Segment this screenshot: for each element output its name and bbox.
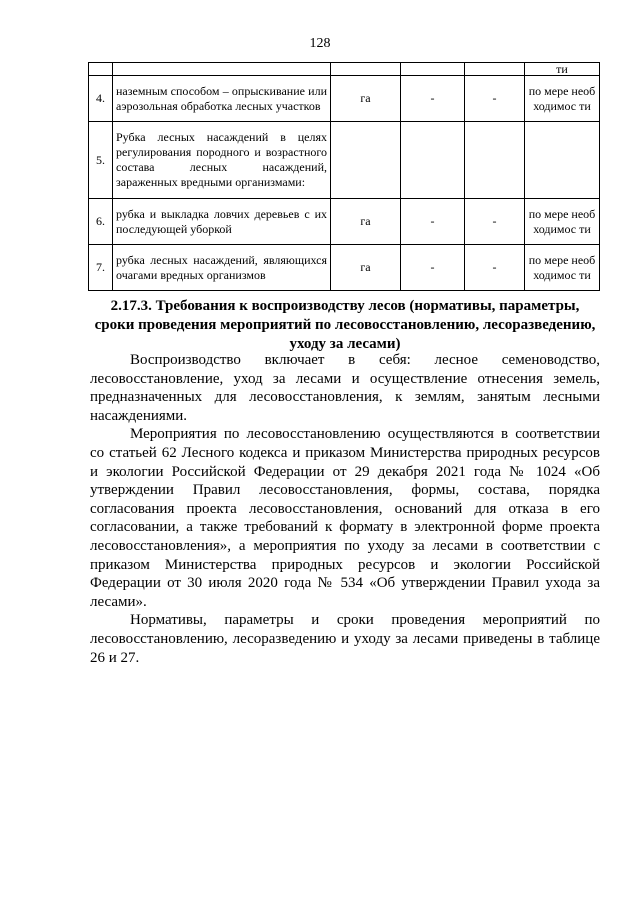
row-description: [113, 63, 331, 76]
row-description: наземным способом – опрыскивание или аэрозольная обработка лесных участков: [113, 76, 331, 122]
table-row: [89, 245, 600, 291]
section-heading: 2.17.3. Требования к воспроизводству лесов (нормативы, параметры, сроки проведения мероприятий по лесовосстановлению, лесоразведению, уходу за лесами): [94, 298, 596, 352]
row-frequency: ти: [525, 63, 600, 76]
row-number: 7.: [89, 245, 113, 291]
row-col5: -: [465, 76, 525, 122]
row-col5: -: [465, 245, 525, 291]
table-row: [89, 199, 600, 245]
row-number: [89, 63, 113, 76]
paragraph: Воспроизводство включает в себя: лесное семеноводство, лесовосстановление, уход за лесами и осуществление отнесения земель, предназначенных для лесовосстановления, к землям, занятым лесными насаждениями.: [90, 352, 600, 424]
row-col5: [465, 63, 525, 76]
row-col4: -: [401, 76, 465, 122]
row-col4: [401, 122, 465, 199]
row-col4: -: [401, 245, 465, 291]
row-description: рубка лесных насаждений, являющихся очагами вредных организмов: [113, 245, 331, 291]
row-frequency: по мере необходимос ти: [525, 199, 600, 245]
row-unit: [331, 122, 401, 199]
row-frequency: по мере необходимос ти: [525, 245, 600, 291]
row-unit: га: [331, 199, 401, 245]
paragraph: Мероприятия по лесовосстановлению осуществляются в соответствии со статьей 62 Лесного кодекса и приказом Министерства природных ресурсов и экологии Российской Федерации от 29 декабря 2021 года № 1024 «Об утверждении Правил лесовосстановления, формы, состава, порядка согласования проекта лесовосстановления, оснований для отказа в его согласовании, а также требований к формату в электронной форме проекта лесовосстановления», а мероприятия по уходу за лесами в соответствии с приказом Министерства природных ресурсов и экологии Российской Федерации от 30 июля 2020 года № 534 «Об утверждении Правил ухода за лесами».: [90, 426, 600, 610]
row-unit: [331, 63, 401, 76]
paragraph: Нормативы, параметры и сроки проведения мероприятий по лесовосстановлению, лесоразведению и уходу за лесами приведены в таблице 26 и 27.: [90, 612, 600, 666]
row-frequency: [525, 122, 600, 199]
row-description: рубка и выкладка ловчих деревьев с их последующей уборкой: [113, 199, 331, 245]
row-unit: га: [331, 245, 401, 291]
row-description: Рубка лесных насаждений в целях регулирования породного и возрастного состава лесных насаждений, зараженных вредными организмами:: [113, 122, 331, 199]
row-number: 6.: [89, 199, 113, 245]
row-number: 4.: [89, 76, 113, 122]
table-row: [89, 76, 600, 122]
row-unit: га: [331, 76, 401, 122]
page-number: 128: [309, 36, 331, 51]
measures-table: [88, 62, 600, 291]
table-row: [89, 122, 600, 199]
table-row: [89, 63, 600, 76]
row-number: 5.: [89, 122, 113, 199]
row-col5: -: [465, 199, 525, 245]
row-frequency: по мере необходимос ти: [525, 76, 600, 122]
row-col5: [465, 122, 525, 199]
section-body: [90, 351, 600, 667]
row-col4: -: [401, 199, 465, 245]
row-col4: [401, 63, 465, 76]
